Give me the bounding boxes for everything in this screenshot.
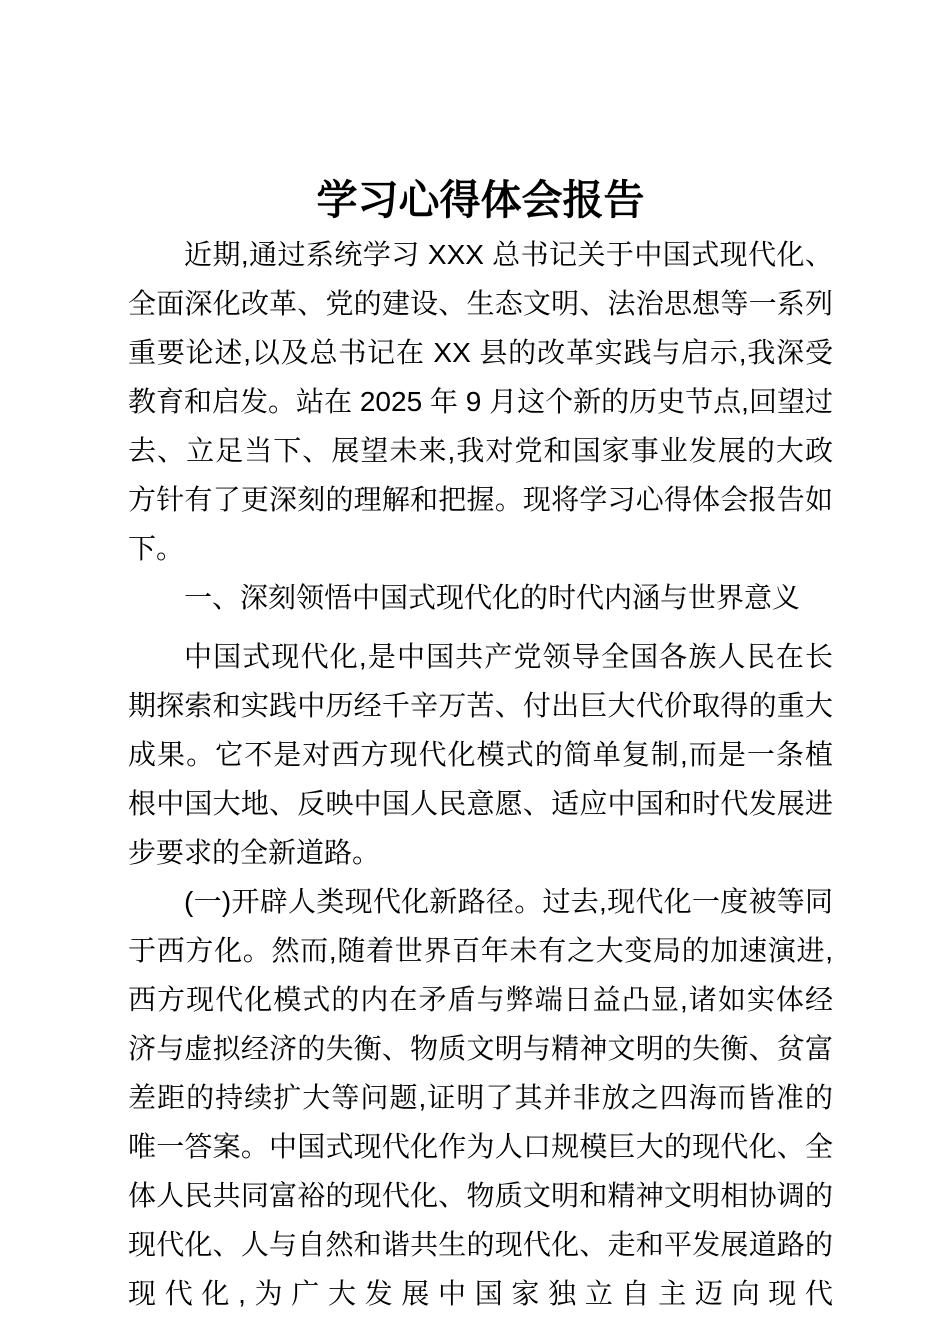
document-title: 学习心得体会报告 [316,177,645,223]
section-heading-1: 一、深刻领悟中国式现代化的时代内涵与世界意义 [184,582,801,613]
paragraph-body-cutoff: (一)开辟人类现代化新路径。过去,现代化一度被等同于西方化。然而,随着世界百年未有之大变局的加速演进,西方现代化模式的内在矛盾与弊端日益凸显,诸如实体经济与虚拟经济的失衡、物质文明与精神文明的失衡、贫富差距的持续扩大等问题,证明了其并非放之四海而皆准的唯一答案。中国式现代化作为人口规模巨大的现代化、全体人民共同富裕的现代化、物质文明和精神文明相协调的现代化、人与自然和谐共生的现代化、走和平发展道路的现代化,为广大发展中国家独立自主迈向现代 [128,886,833,1309]
document-content [128,0,833,1318]
paragraph-body: 中国式现代化,是中国共产党领导全国各族人民在长期探索和实践中历经千辛万苦、付出巨大代价取得的重大成果。它不是对西方现代化模式的简单复制,而是一条植根中国大地、反映中国人民意愿、适应中国和时代发展进步要求的全新道路。 [128,641,833,868]
paragraph-intro: 近期,通过系统学习 XXX 总书记关于中国式现代化、全面深化改革、党的建设、生态文明、法治思想等一系列重要论述,以及总书记在 XX 县的改革实践与启示,我深受教育和启发。站在 2025 年 9 月这个新的历史节点,回望过去、立足当下、展望未来,我对党和国家事业发展的大政方针有了更深刻的理解和把握。现将学习心得体会报告如下。 [128,239,833,564]
